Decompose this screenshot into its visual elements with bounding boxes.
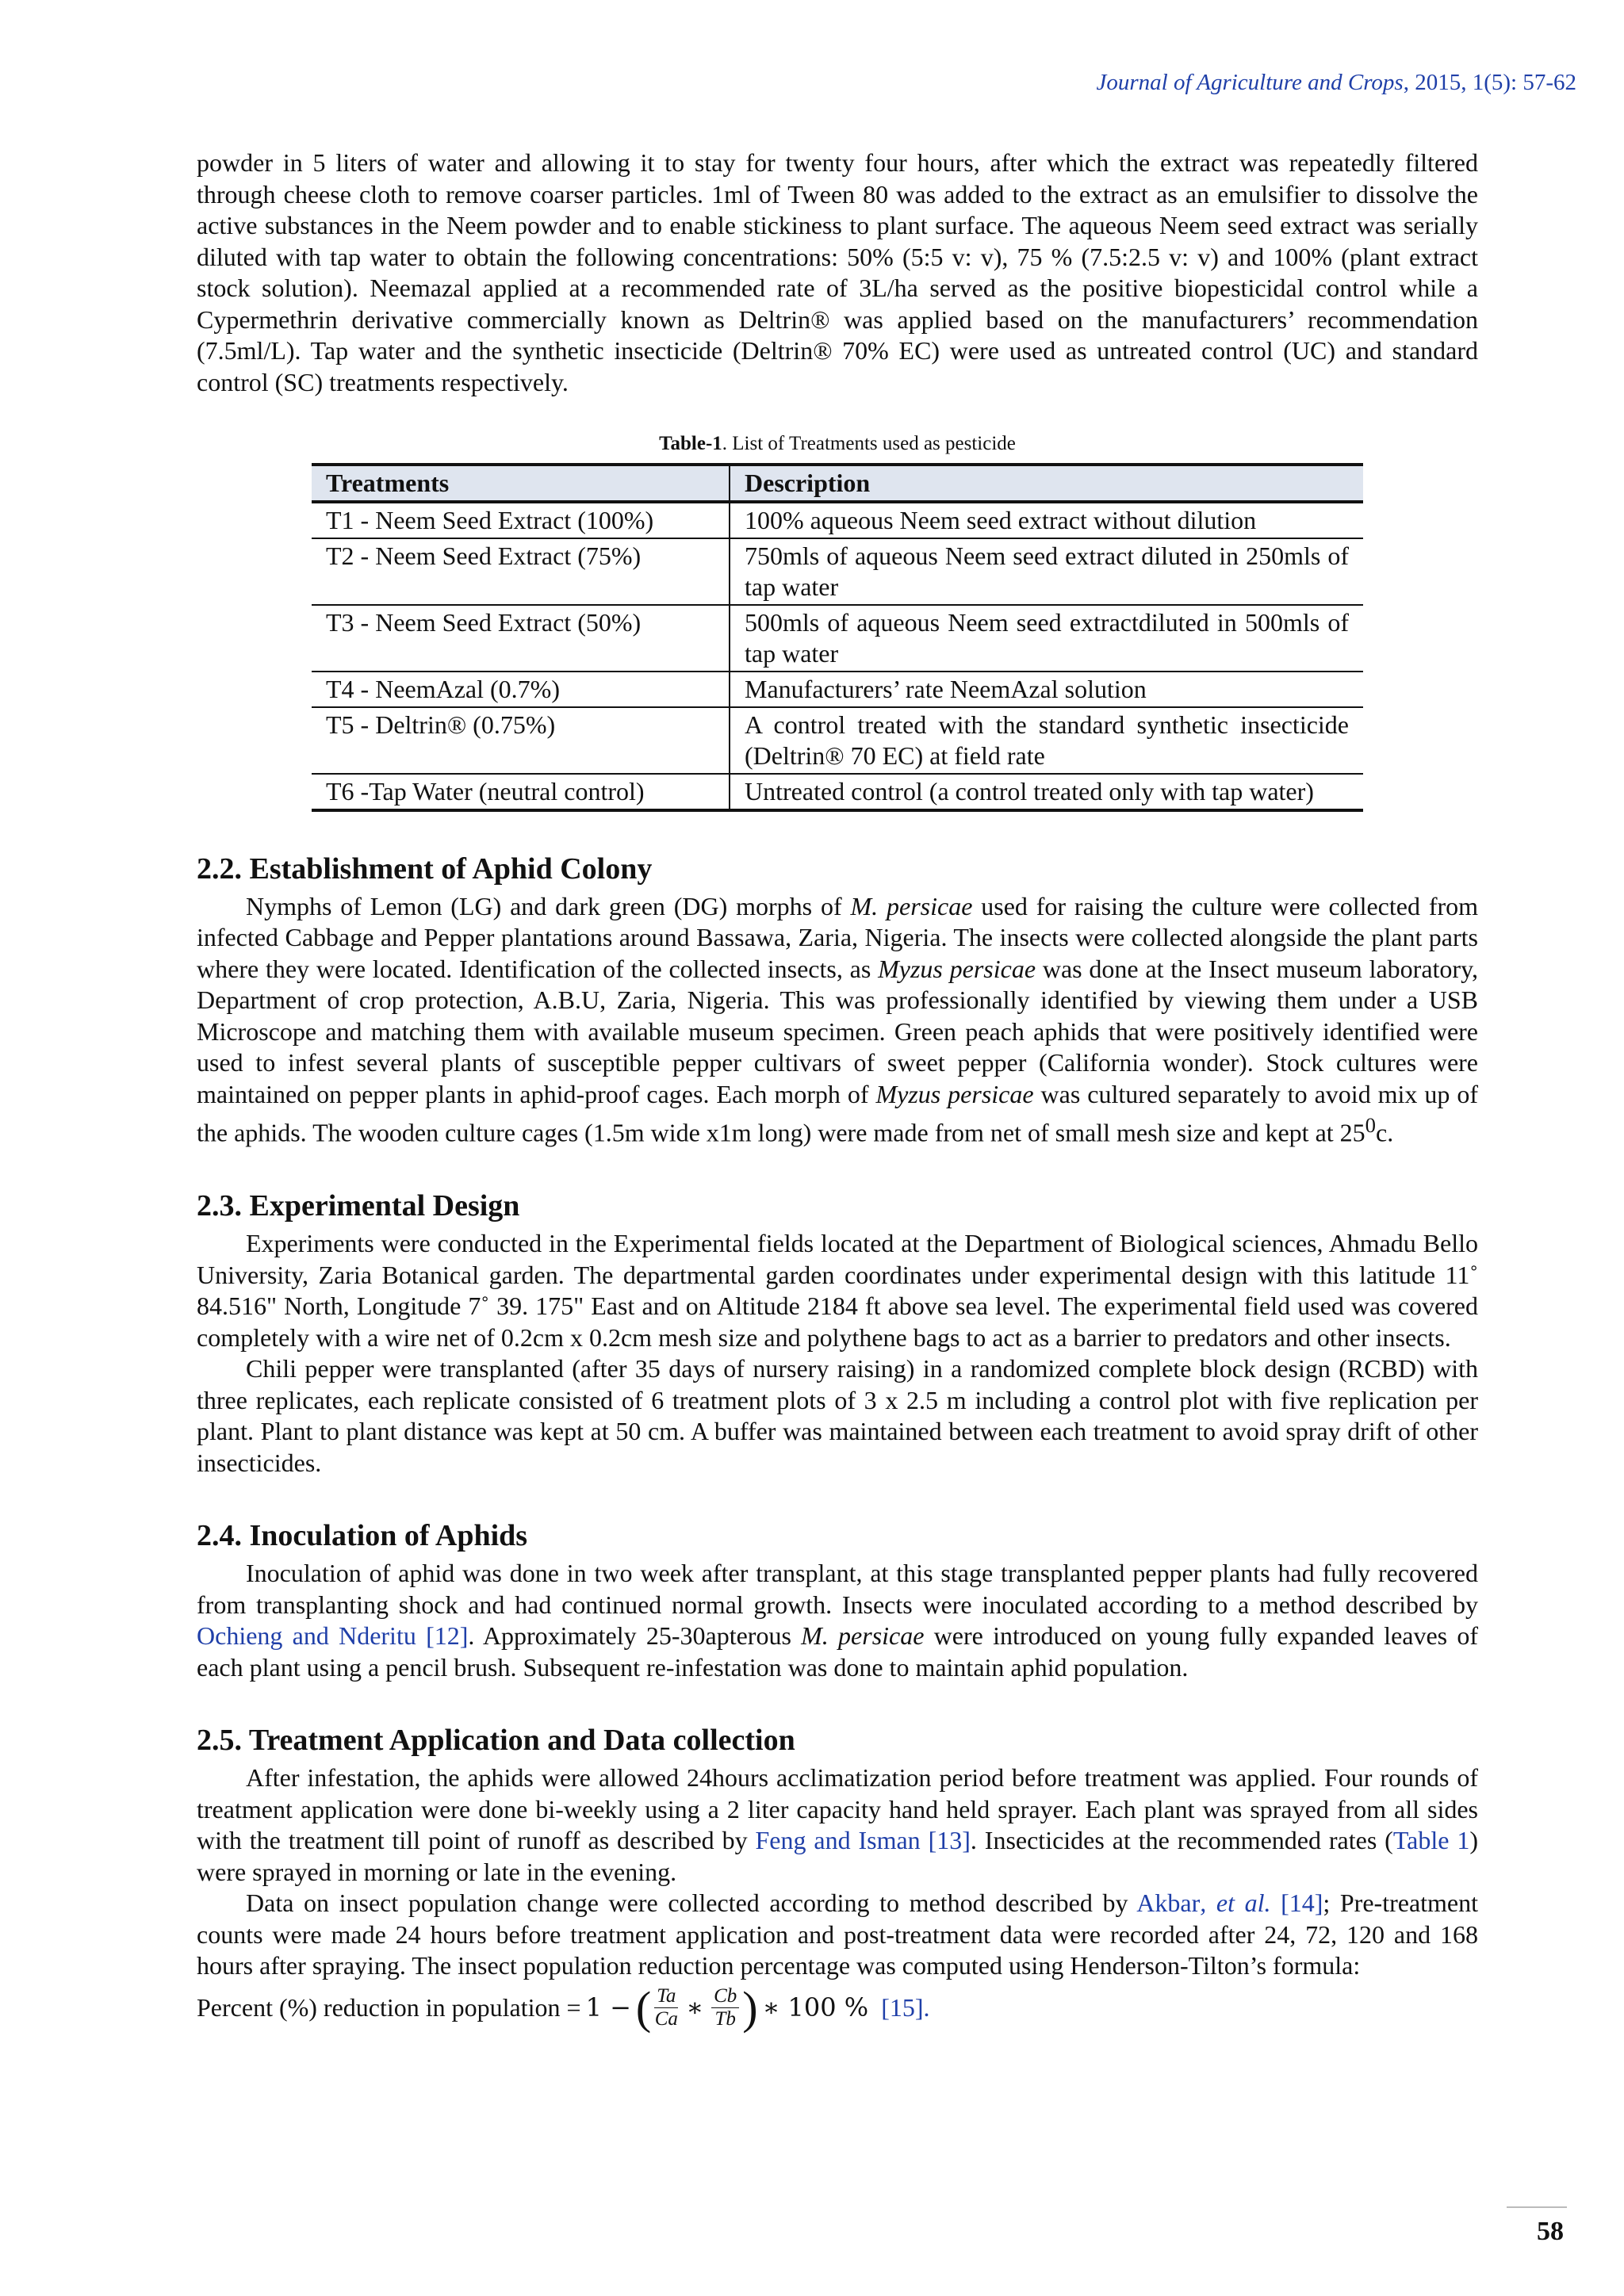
table-header-row [312, 465, 1363, 502]
denominator: Tb [714, 2008, 736, 2030]
section-2-2-paragraph [197, 891, 1478, 1150]
description-cell: A control treated with the standard synthetic insecticide (Deltrin® 70 EC) at field rate [730, 707, 1363, 774]
text-run: used for raising the culture were collected from infected Cabbage and Pepper plantations around Bassawa, Zaria, Nigeria. The insects were collected alongside the plant parts where they were located. Identification of the collected insects, as [197, 891, 1479, 983]
treatments-table [312, 463, 1363, 812]
section-heading-2-5: 2.5. Treatment Application and Data collection [197, 1724, 795, 1758]
citation-link[interactable]: Ochieng and Nderitu [12] [197, 1621, 469, 1651]
degree-superscript: 0 [1365, 1113, 1376, 1137]
article-body [197, 147, 1479, 2034]
section-2-5-paragraph-1 [197, 1762, 1478, 1888]
section-heading-2-4: 2.4. Inoculation of Aphids [197, 1519, 528, 1553]
section-2-3-paragraph-2: Chili pepper were transplanted (after 35 days of nursery raising) in a randomized complete block design (RCBD) with three replicates, each replicate consisted of 6 treatment plots of 3 x 2.5 m including a control plot with five replication per plant. Plant to plant distance was kept at 50 cm. A buffer was maintained between each treatment to avoid spray drift of other insecticides. [197, 1354, 1478, 1477]
treatment-cell: T6 -Tap Water (neutral control) [312, 774, 730, 810]
section-2-5-paragraph-2 [197, 1888, 1478, 1982]
page-number: 58 [1537, 2217, 1564, 2246]
treatment-cell: T2 - Neem Seed Extract (75%) [312, 538, 730, 605]
numerator: Cb [711, 1985, 739, 2008]
species-name: Myzus persicae [878, 954, 1036, 983]
formula-one-minus: 1 − [585, 1992, 631, 2022]
text-run: were introduced on young fully expanded leaves of each plant using a pencil brush. Subsequent re-infestation was done to maintain aphid population. [197, 1621, 1479, 1682]
table-caption-text: . List of Treatments used as pesticide [722, 433, 1016, 454]
table-caption [197, 428, 1478, 460]
fraction-cb-tb [711, 1985, 739, 2030]
formula-tail: ∗ 100 % [762, 1992, 869, 2022]
citation-link-number[interactable]: [14] [1270, 1888, 1323, 1918]
text-run: Inoculation of aphid was done in two week after transplant, at this stage transplanted pepper plants had fully recovered from transplanting shock and had continued normal growth. Insects were inoculated according to a method described by [197, 1559, 1478, 1619]
table-row [312, 502, 1363, 538]
citation-link[interactable]: Feng and Isman [13] [755, 1826, 971, 1855]
text-run: Data on insect population change were collected according to method described by [246, 1888, 1137, 1918]
table-reference-link[interactable]: Table 1 [1392, 1826, 1470, 1855]
open-paren-glyph: ( [635, 1981, 652, 2034]
header-treatments: Treatments [312, 465, 730, 502]
species-name: M. persicae [801, 1621, 925, 1651]
description-cell: 500mls of aqueous Neem seed extractdiluted in 500mls of tap water [730, 605, 1363, 672]
formula-label: Percent (%) reduction in population = [197, 1992, 581, 2022]
header-description: Description [730, 465, 1363, 502]
text-run: was done at the Insect museum laboratory, Department of crop protection, A.B.U, Zaria, Nigeria. This was professionally identified by viewing them under a USB Microscope and matching them with available museum specimen. Green peach aphids that were positively identified were used to infest several plants of susceptible pepper cultivars of sweet pepper (California wonder). Stock cultures were maintained on pepper plants in aphid-proof cages. Each morph of [197, 954, 1479, 1108]
section-2-3-paragraph-1: Experiments were conducted in the Experimental fields located at the Department of Biological sciences, Ahmadu Bello University, Zaria Botanical garden. The departmental garden coordinates under experimental design with this latitude 11˚ 84.516" North, Longitude 7˚ 39. 175" East and on Altitude 2184 ft above sea level. The experimental field used was covered completely with a wire net of 0.2cm x 0.2cm mesh size and polythene bags to act as a barrier to predators and other insects. [197, 1229, 1478, 1352]
treatment-cell: T4 - NeemAzal (0.7%) [312, 672, 730, 707]
text-run: was cultured separately to avoid mix up of the aphids. The wooden culture cages (1.5m wide x1m long) were made from net of small mesh size and kept at 25 [197, 1079, 1479, 1147]
species-name: M. persicae [850, 891, 973, 920]
table-row [312, 538, 1363, 605]
citation-link-etal[interactable]: , et al. [1200, 1888, 1271, 1918]
denominator: Ca [654, 2008, 678, 2030]
text-run: ; Pre-treatment counts were made 24 hours before treatment application and post-treatment data were recorded after 24, 72, 120 and 168 hours after spraying. The insect population reduction percentage was computed using Henderson-Tilton’s formula: [197, 1888, 1479, 1980]
formula-citation-link[interactable]: [15]. [881, 1992, 930, 2022]
description-cell: Untreated control (a control treated only with tap water) [730, 774, 1363, 810]
table-caption-label: Table-1 [659, 433, 722, 454]
text-run: After infestation, the aphids were allowed 24hours acclimatization period before treatment was applied. Four rounds of treatment application were done bi-weekly using a 2 liter capacity hand held sprayer. Each plant was sprayed from all sides with the treatment till point of runoff as described by [197, 1763, 1478, 1855]
text-run: ) were sprayed in morning or late in the evening. [197, 1826, 1479, 1886]
text-run: Nymphs of Lemon (LG) and dark green (DG) morphs of [246, 891, 851, 920]
close-paren-glyph: ) [742, 1981, 758, 2034]
treatment-cell: T1 - Neem Seed Extract (100%) [312, 502, 730, 538]
table-row [312, 672, 1363, 707]
description-cell: Manufacturers’ rate NeemAzal solution [730, 672, 1363, 707]
treatment-cell: T5 - Deltrin® (0.75%) [312, 707, 730, 774]
description-cell: 750mls of aqueous Neem seed extract diluted in 250mls of tap water [730, 538, 1363, 605]
table-row [312, 707, 1363, 774]
text-run: c. [1375, 1118, 1394, 1147]
footer-rule [1507, 2206, 1567, 2208]
description-cell: 100% aqueous Neem seed extract without dilution [730, 502, 1363, 538]
numerator: Ta [654, 1985, 678, 2008]
section-2-4-paragraph [197, 1558, 1478, 1683]
table-row [312, 605, 1363, 672]
journal-citation: , 2015, 1(5): 57-62 [1403, 70, 1576, 95]
section-heading-2-3: 2.3. Experimental Design [197, 1189, 520, 1223]
running-header [1097, 70, 1577, 96]
section-heading-2-2: 2.2. Establishment of Aphid Colony [197, 851, 653, 886]
table-row [312, 774, 1363, 810]
fraction-ta-ca [654, 1985, 678, 2030]
species-name: Myzus persicae [875, 1079, 1034, 1108]
journal-name: Journal of Agriculture and Crops [1096, 70, 1404, 95]
text-run: . Insecticides at the recommended rates ( [970, 1826, 1393, 1855]
text-run: . Approximately 25-30apterous [468, 1621, 802, 1651]
multiply-sign: ∗ [686, 1992, 704, 2022]
henderson-tilton-formula [197, 1981, 1478, 2034]
citation-link[interactable]: Akbar [1136, 1888, 1201, 1918]
intro-paragraph: powder in 5 liters of water and allowing it to stay for twenty four hours, after which the extract was repeatedly filtered through cheese cloth to remove coarser particles. 1ml of Tween 80 was added to the extract as an emulsifier to dissolve the active substances in the Neem powder and to enable stickiness to plant surface. The aqueous Neem seed extract was serially diluted with tap water to obtain the following concentrations: 50% (5:5 v: v), 75 % (7.5:2.5 v: v) and 100% (plant extract stock solution). Neemazal applied at a recommended rate of 3L/ha served as the positive biopesticidal control while a Cypermethrin derivative commercially known as Deltrin® was applied based on the manufacturers’ recommendation (7.5ml/L). Tap water and the synthetic insecticide (Deltrin® 70% EC) were used as untreated control (UC) and standard control (SC) treatments respectively. [197, 148, 1478, 396]
treatment-cell: T3 - Neem Seed Extract (50%) [312, 605, 730, 672]
